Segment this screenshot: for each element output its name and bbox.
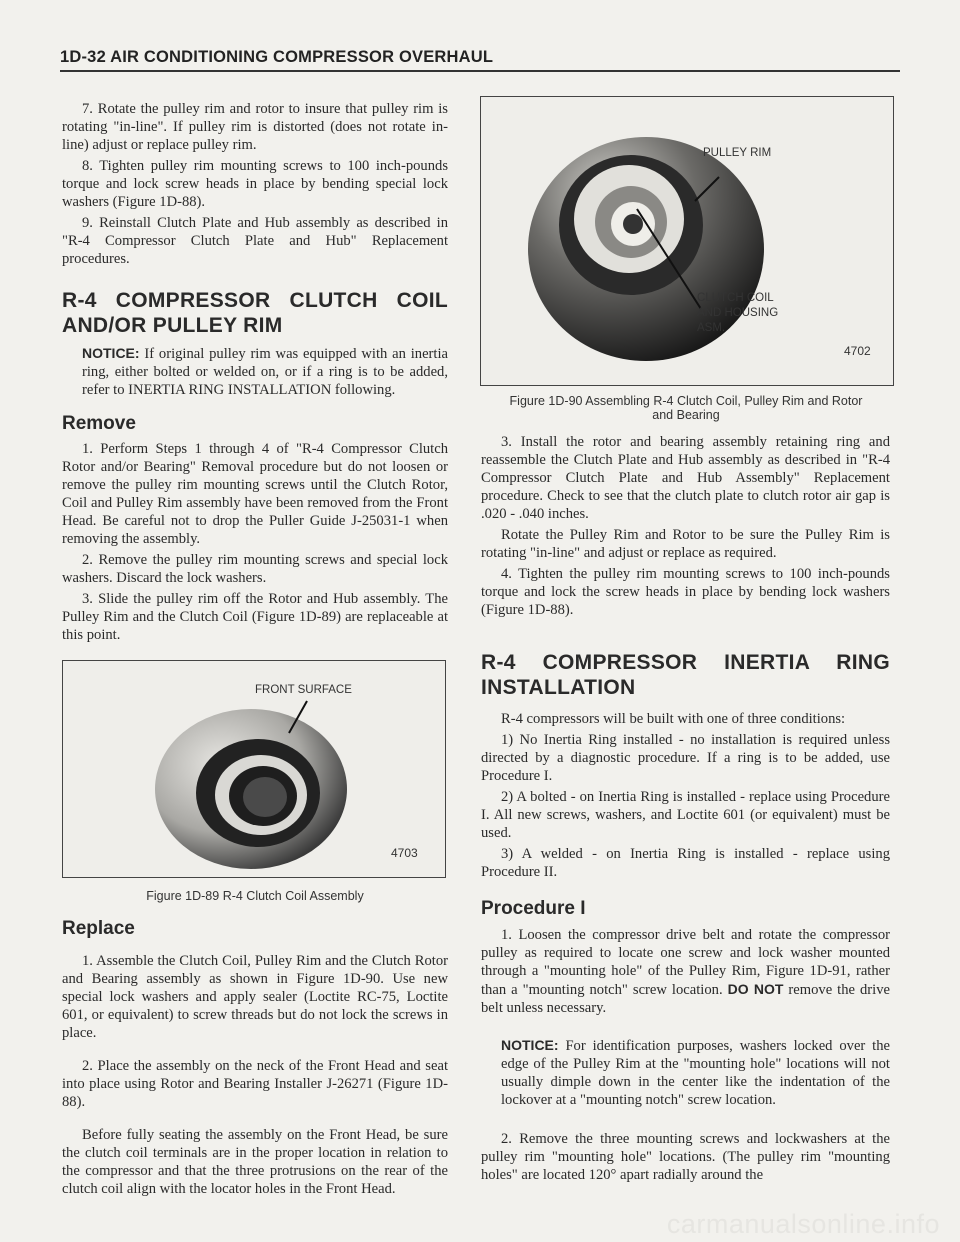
replace-step-1: 1. Assemble the Clutch Coil, Pulley Rim and the Clutch Rotor and Bearing assembly as shown in Figure 1D-90. Use new special lock washers and apply sealer (Loctite RC-75, Loctite 601, or equivalent) to screw threads but do not lock the screws in place.	[62, 953, 448, 1041]
front-surface-label: FRONT SURFACE	[255, 684, 352, 696]
procedure-step-1-text-b: remove the drive belt unless necessary.	[481, 982, 890, 1016]
procedure-1-heading: Procedure I	[481, 898, 586, 919]
figure-1d-89	[62, 660, 446, 878]
page-header: 1D-32 AIR CONDITIONING COMPRESSOR OVERHAUL	[60, 48, 494, 66]
rotate-paragraph: Rotate the Pulley Rim and Rotor to be sure the Pulley Rim is rotating "in-line" and adjust or replace as required.	[481, 527, 890, 561]
remove-heading: Remove	[62, 413, 136, 434]
right-column	[481, 433, 890, 1187]
notice-paragraph	[62, 344, 448, 399]
left-column	[62, 100, 448, 647]
remove-step-2: 2. Remove the pulley rim mounting screws and special lock washers. Discard the lock washers.	[62, 552, 448, 586]
replace-step-2: 2. Place the assembly on the neck of the Front Head and seat into place using Rotor and Bearing Installer J-26271 (Figure 1D-88).	[62, 1058, 448, 1110]
condition-1: 1) No Inertia Ring installed - no installation is required unless directed by a diagnostic procedure. If a ring is to be added, use Procedure I.	[481, 732, 890, 784]
procedure-notice-label: NOTICE:	[501, 1037, 559, 1053]
figure-89-number: 4703	[391, 846, 418, 860]
procedure-notice	[481, 1036, 890, 1109]
notice-text: If original pulley rim was equipped with an inertia ring, either bolted or welded on, or if a ring is to be added, refer to INERTIA RING INSTALLATION following.	[82, 346, 448, 398]
figure-90-caption-line-2: and Bearing	[652, 408, 720, 422]
pulley-rim-image	[481, 97, 893, 385]
intro-step-9: 9. Reinstall Clutch Plate and Hub assembly as described in "R-4 Compressor Clutch Plate and Hub" Replacement procedures.	[62, 215, 448, 267]
intro-step-8: 8. Tighten pulley rim mounting screws to 100 inch-pounds torque and lock screw heads in place by bending special lock washers (Figure 1D-88).	[62, 158, 448, 210]
procedure-step-1	[481, 926, 890, 1017]
figure-90-caption-line-1: Figure 1D-90 Assembling R-4 Clutch Coil, Pulley Rim and Rotor	[509, 394, 863, 408]
install-step-4: 4. Tighten the pulley rim mounting screws to 100 inch-pounds torque and lock the screw heads in place by bending lock washers (Figure 1D-88).	[481, 566, 890, 618]
install-step-3: 3. Install the rotor and bearing assembly retaining ring and reassemble the Clutch Plate and Hub assembly as described in "R-4 Compressor Clutch Plate and Hub Assembly" Replacement procedure. Check to see that the clutch plate to clutch rotor air gap is .020 - .040 inches.	[481, 434, 890, 522]
procedure-notice-text: For identification purposes, washers locked over the edge of the Pulley Rim at the "mounting hole" locations will not usually dimple down in the center like the indentation of the lockover at a "mounting notch" screw location.	[501, 1038, 890, 1108]
and-housing-label: AND HOUSING	[697, 307, 779, 319]
procedure-step-1-text-a: 1. Loosen the compressor drive belt and rotate the compressor pulley as required to locate one screw and lock washer mounted through a "mounting hole" of the Pulley Rim, Figure 1D-91, rather than a "mounting notch" screw location.	[481, 927, 890, 998]
clutch-coil-label: CLUTCH COIL	[697, 292, 774, 304]
condition-3: 3) A welded - on Inertia Ring is installed - replace using Procedure II.	[481, 846, 890, 880]
section-title-inertia-ring: R-4 COMPRESSOR INERTIA RING INSTALLATION	[481, 651, 890, 699]
pulley-rim-label: PULLEY RIM	[703, 147, 772, 159]
intro-step-7: 7. Rotate the pulley rim and rotor to insure that pulley rim is rotating "in-line". If pulley rim is distorted (does not rotate in-line) adjust or replace pulley rim.	[62, 101, 448, 153]
notice-label: NOTICE:	[82, 345, 140, 361]
conditions-intro: R-4 compressors will be built with one of three conditions:	[501, 711, 846, 727]
asm-label: ASM.	[697, 322, 726, 334]
replace-note: Before fully seating the assembly on the Front Head, be sure the clutch coil terminals are in the proper location in relation to the compressor and that the three protrusions on the rear of the clutch coil align with the locator holes in the Front Head.	[62, 1127, 448, 1197]
remove-step-1: 1. Perform Steps 1 through 4 of "R-4 Compressor Clutch Rotor and/or Bearing" Removal procedure but do not loosen or remove the pulley rim mounting screws until the Clutch Rotor, Coil and Pulley Rim assembly have been removed from the Front Head. Be careful not to drop the Puller Guide J-25031-1 when removing the assembly.	[62, 441, 448, 547]
condition-2: 2) A bolted - on Inertia Ring is installed - replace using Procedure I. All new screws, washers, and Loctite 601 (or equivalent) must be used.	[481, 789, 890, 841]
section-title-clutch-coil: R-4 COMPRESSOR CLUTCH COIL AND/OR PULLEY RIM	[62, 289, 448, 337]
header-rule	[60, 70, 900, 72]
figure-89-caption: Figure 1D-89 R-4 Clutch Coil Assembly	[146, 889, 364, 903]
replace-heading: Replace	[62, 918, 135, 939]
figure-90-caption	[480, 394, 892, 422]
figure-1d-90	[480, 96, 894, 386]
left-column-lower	[62, 920, 448, 1201]
do-not-emphasis: DO NOT	[727, 981, 784, 997]
remove-step-3: 3. Slide the pulley rim off the Rotor and Hub assembly. The Pulley Rim and the Clutch Coil (Figure 1D-89) are replaceable at this point.	[62, 591, 448, 643]
watermark: carmanualsonline.info	[666, 1209, 940, 1239]
figure-90-number: 4702	[844, 344, 871, 358]
procedure-step-2: 2. Remove the three mounting screws and lockwashers at the pulley rim "mounting hole" locations. (The pulley rim "mounting holes" are located 120° apart radially around the	[481, 1131, 890, 1183]
clutch-coil-image	[63, 661, 445, 877]
